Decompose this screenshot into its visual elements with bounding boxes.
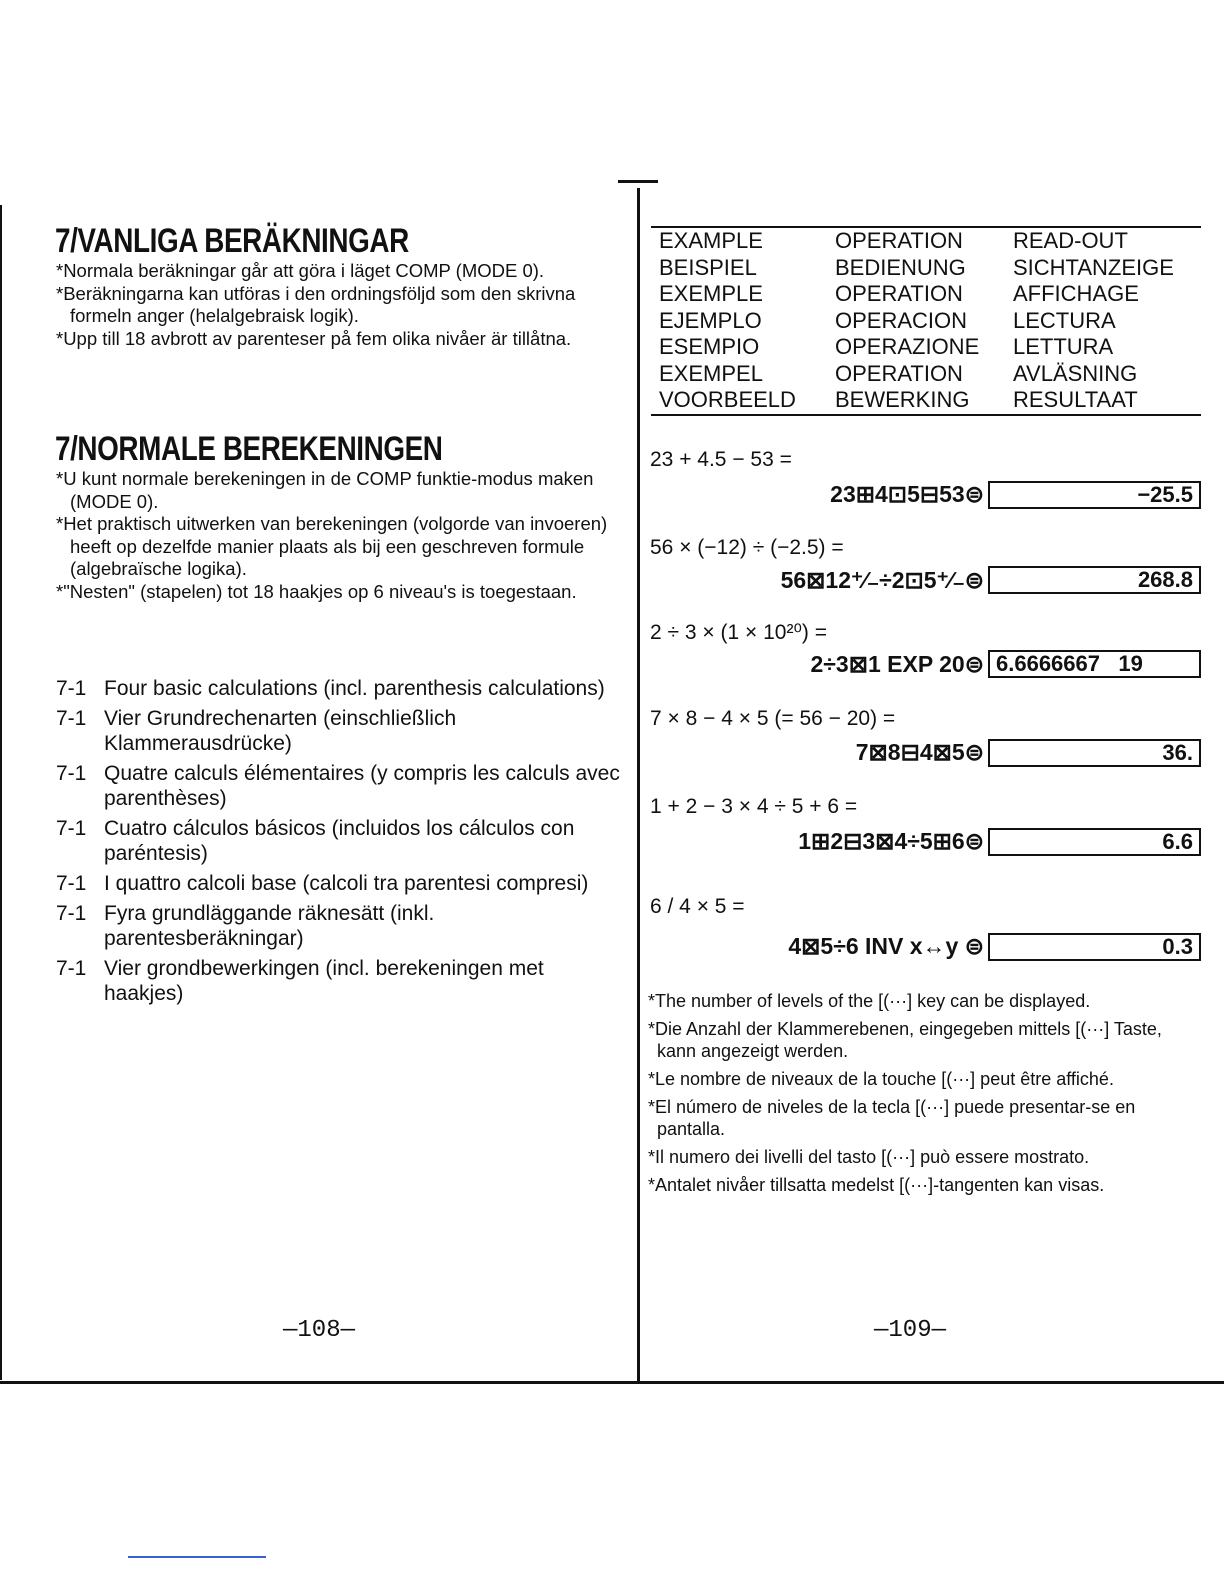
header-row [651, 281, 1201, 308]
dutch-line-2: *Het praktisch uitwerken van berekeningen (volgorde van invoeren) heeft op dezelfde manier plaats als bij een geschreven formule (algebraïsche logika). [56, 513, 608, 579]
header-operation: OPERATION [835, 281, 963, 306]
section-title-es: Cuatro cálculos básicos (incluidos los cálculos con paréntesis) [104, 817, 575, 865]
example-formula: 2 ÷ 3 × (1 × 10²⁰) = [650, 621, 827, 644]
header-readout: RESULTAAT [1013, 387, 1138, 412]
note-en: *The number of levels of the [(···] key can be displayed. [648, 991, 1091, 1011]
note-it: *Il numero dei livelli del tasto [(···] può essere mostrato. [648, 1147, 1090, 1167]
example-display: 268.8 [988, 566, 1201, 594]
example-display: 6.6 [988, 828, 1201, 856]
section-number: 7-1 [56, 957, 87, 980]
blue-underline [128, 1556, 266, 1558]
header-row [651, 387, 1201, 414]
dutch-line-1: *U kunt normale berekeningen in de COMP funktie-modus maken (MODE 0). [56, 468, 594, 512]
section-title-en: Four basic calculations (incl. parenthesis calculations) [104, 677, 605, 700]
note-de: *Die Anzahl der Klammerebenen, eingegeben mittels [(···] Taste, kann angezeigt werden. [648, 1019, 1162, 1061]
section-number: 7-1 [56, 707, 87, 730]
swedish-line-1: *Normala beräkningar går att göra i läget COMP (MODE 0). [56, 260, 545, 281]
header-operation: OPERATION [835, 228, 963, 253]
section-list [56, 676, 621, 1011]
header-row [651, 361, 1201, 388]
note-sv: *Antalet nivåer tillsatta medelst [(···]-tangenten kan visas. [648, 1175, 1105, 1195]
header-example: EXEMPEL [659, 360, 763, 386]
header-example: ESEMPIO [659, 334, 760, 359]
example-keys: 2÷3⊠1 EXP 20⊜ [810, 651, 984, 677]
section-title-fr: Quatre calculs élémentaires (y compris les calculs avec parenthèses) [104, 762, 620, 810]
section-item [56, 676, 621, 701]
example-formula: 6 / 4 × 5 = [650, 895, 745, 918]
example-keys: 4⊠5÷6 INV x↔y ⊜ [788, 933, 984, 959]
example-keys: 7⊠8⊟4⊠5⊜ [855, 739, 984, 765]
example-keys: 23⊞4⊡5⊟53⊜ [830, 481, 984, 507]
example-display: 0.3 [988, 933, 1201, 961]
header-row [651, 308, 1201, 335]
example-formula: 1 + 2 − 3 × 4 ÷ 5 + 6 = [650, 795, 858, 818]
note-fr: *Le nombre de niveaux de la touche [(···] peut être affiché. [648, 1069, 1114, 1089]
section-title-de: Vier Grundrechenarten (einschließlich Klammerausdrücke) [104, 707, 457, 755]
dutch-paragraph [56, 468, 621, 603]
gutter-top-mark [618, 180, 658, 183]
header-readout: LETTURA [1013, 334, 1114, 359]
example-keys: 56⊠12⁺∕₋÷2⊡5⁺∕₋⊜ [780, 567, 984, 593]
swedish-title: 7/VANLIGA BERÄKNINGAR [55, 222, 409, 260]
note-es: *El número de niveles de la tecla [(···] puede presentar-se en pantalla. [648, 1097, 1136, 1139]
notes-list [648, 990, 1204, 1202]
swedish-paragraph [56, 260, 621, 350]
section-number: 7-1 [56, 677, 87, 700]
section-number: 7-1 [56, 817, 87, 840]
header-row [651, 228, 1201, 255]
left-margin-rule [0, 205, 2, 1380]
swedish-line-2: *Beräkningarna kan utföras i den ordningsföljd som den skrivna formeln anger (helalgebraisk logik). [56, 282, 576, 326]
example-keys: 1⊞2⊟3⊠4÷5⊞6⊜ [798, 828, 984, 854]
header-operation: OPERAZIONE [835, 334, 980, 359]
example-display: 6.6666667 19 [988, 650, 1201, 678]
example-display: 36. [988, 739, 1201, 767]
section-item [56, 901, 621, 951]
header-operation: BEDIENUNG [835, 254, 966, 280]
header-example: BEISPIEL [659, 254, 757, 280]
section-item [56, 761, 621, 811]
example-display: −25.5 [988, 481, 1201, 509]
header-example: EJEMPLO [659, 307, 762, 333]
section-item [56, 956, 621, 1006]
section-number: 7-1 [56, 872, 87, 895]
dutch-line-3: *"Nesten" (stapelen) tot 18 haakjes op 6 niveau's is toegestaan. [56, 580, 577, 602]
header-readout: AVLÄSNING [1013, 360, 1138, 386]
example-formula: 23 + 4.5 − 53 = [650, 448, 792, 471]
bottom-rule [0, 1381, 1224, 1384]
page-number-right: —109— [874, 1317, 947, 1344]
header-example: EXAMPLE [659, 228, 763, 253]
gutter-rule [637, 188, 640, 1383]
section-number: 7-1 [56, 762, 87, 785]
section-title-nl: Vier grondbewerkingen (incl. berekeningen met haakjes) [104, 957, 544, 1005]
header-example: EXEMPLE [659, 281, 763, 306]
section-item [56, 871, 621, 896]
dutch-title: 7/NORMALE BEREKENINGEN [55, 430, 443, 468]
section-number: 7-1 [56, 902, 87, 925]
example-formula: 7 × 8 − 4 × 5 (= 56 − 20) = [650, 707, 896, 730]
header-row [651, 334, 1201, 361]
header-readout: LECTURA [1013, 307, 1116, 333]
header-readout: AFFICHAGE [1013, 281, 1139, 306]
page-number-left: —108— [283, 1317, 356, 1344]
header-row [651, 255, 1201, 282]
example-formula: 56 × (−12) ÷ (−2.5) = [650, 536, 844, 559]
swedish-line-3: *Upp till 18 avbrott av parenteser på fem olika nivåer är tillåtna. [56, 327, 572, 349]
section-item [56, 706, 621, 756]
header-readout: READ-OUT [1013, 228, 1128, 253]
header-operation: OPERACION [835, 307, 968, 333]
header-operation: OPERATION [835, 360, 963, 386]
section-item [56, 816, 621, 866]
section-title-sv: Fyra grundläggande räknesätt (inkl. parentesberäkningar) [104, 902, 435, 950]
header-example: VOORBEELD [659, 387, 796, 412]
header-readout: SICHTANZEIGE [1013, 254, 1174, 280]
header-operation: BEWERKING [835, 387, 970, 412]
header-table [651, 226, 1201, 416]
section-title-it: I quattro calcoli base (calcoli tra parentesi compresi) [104, 872, 589, 895]
